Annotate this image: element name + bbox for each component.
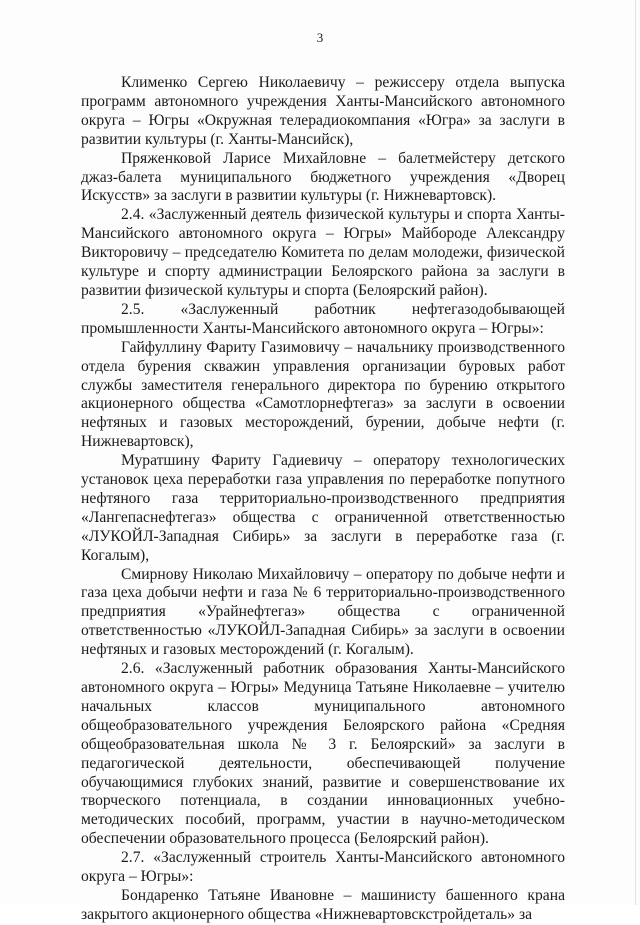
paragraph-smirnov: Смирнову Николаю Михайловичу – оператору по добыче нефти и газа цеха добычи нефти и газа № 6 территориально-производственного предприятия «Урайнефтегаз» общества с ограниченной ответственностью «ЛУКОЙЛ-Западная Сибирь» за заслуги в освоении нефтяных и газовых месторождений (г. Когалым). (81, 565, 565, 659)
paragraph-2-5-heading: 2.5. «Заслуженный работник нефтегазодобывающей промышленности Ханты-Мансийского автономного округа – Югры»: (81, 300, 565, 337)
paragraph-2-7-heading: 2.7. «Заслуженный строитель Ханты-Мансийского автономного округа – Югры»: (81, 849, 565, 886)
paragraph-2-6-education: 2.6. «Заслуженный работник образования Ханты-Мансийского автономного округа – Югры» Медуница Татьяне Николаевне – учителю начальных классов муниципального автономного общеобразовательного учреждения Белоярского района «Средняя общеобразовательная школа № 3 г. Белоярский» за заслуги в педагогической деятельности, обеспечивающей получение обучающимися глубоких знаний, развитие и совершенствование их творческого потенциала, в создании инновационных учебно-методических пособий, программ, участии в научно-методическом обеспечении образовательного процесса (Белоярский район). (81, 660, 565, 848)
paragraph-klimenko: Клименко Сергею Николаевичу – режиссеру отдела выпуска программ автономного учреждения Ханты-Мансийского автономного округа – Югры «Окружная телерадиокомпания «Югра» за заслуги в развитии культуры (г. Ханты-Мансийск), (81, 74, 565, 148)
page-number: 3 (316, 30, 324, 45)
paragraph-gayfullin: Гайфуллину Фариту Газимовичу – начальнику производственного отдела бурения скважин управления организации буровых работ службы заместителя генерального директора по бурению открытого акционерного общества «Самотлорнефтегаз» за заслуги в освоении нефтяных и газовых месторождений, бурении, добыче нефти (г. Нижневартовск), (81, 338, 565, 451)
paragraph-2-4-sport: 2.4. «Заслуженный деятель физической культуры и спорта Ханты-Мансийского автономного округа – Югры» Майбороде Александру Викторовичу – председателю Комитета по делам молодежи, физической культуре и спорту администрации Белоярского района за заслуги в развитии физической культуры и спорта (Белоярский район). (81, 206, 565, 299)
paragraph-muratshin: Муратшину Фариту Гадиевичу – оператору технологических установок цеха переработки газа управления по переработке попутного нефтяного газа территориально-производственного предприятия «Лангепаснефтегаз» общества с ограниченной ответственностью «ЛУКОЙЛ-Западная Сибирь» за заслуги в переработке газа (г. Когалым), (81, 452, 565, 564)
paragraph-pryazhenkova: Пряженковой Ларисе Михайловне – балетмейстеру детского джаз-балета муниципального бюджетного учреждения «Дворец Искусств» за заслуги в развитии культуры (г. Нижневартовск). (81, 149, 565, 205)
paragraph-bondarenko: Бондаренко Татьяне Ивановне – машинисту башенного крана закрытого акционерного общества «Нижневартовскстройдеталь» за (81, 886, 565, 923)
scan-edge-line (635, 0, 636, 905)
document-body (81, 74, 565, 925)
